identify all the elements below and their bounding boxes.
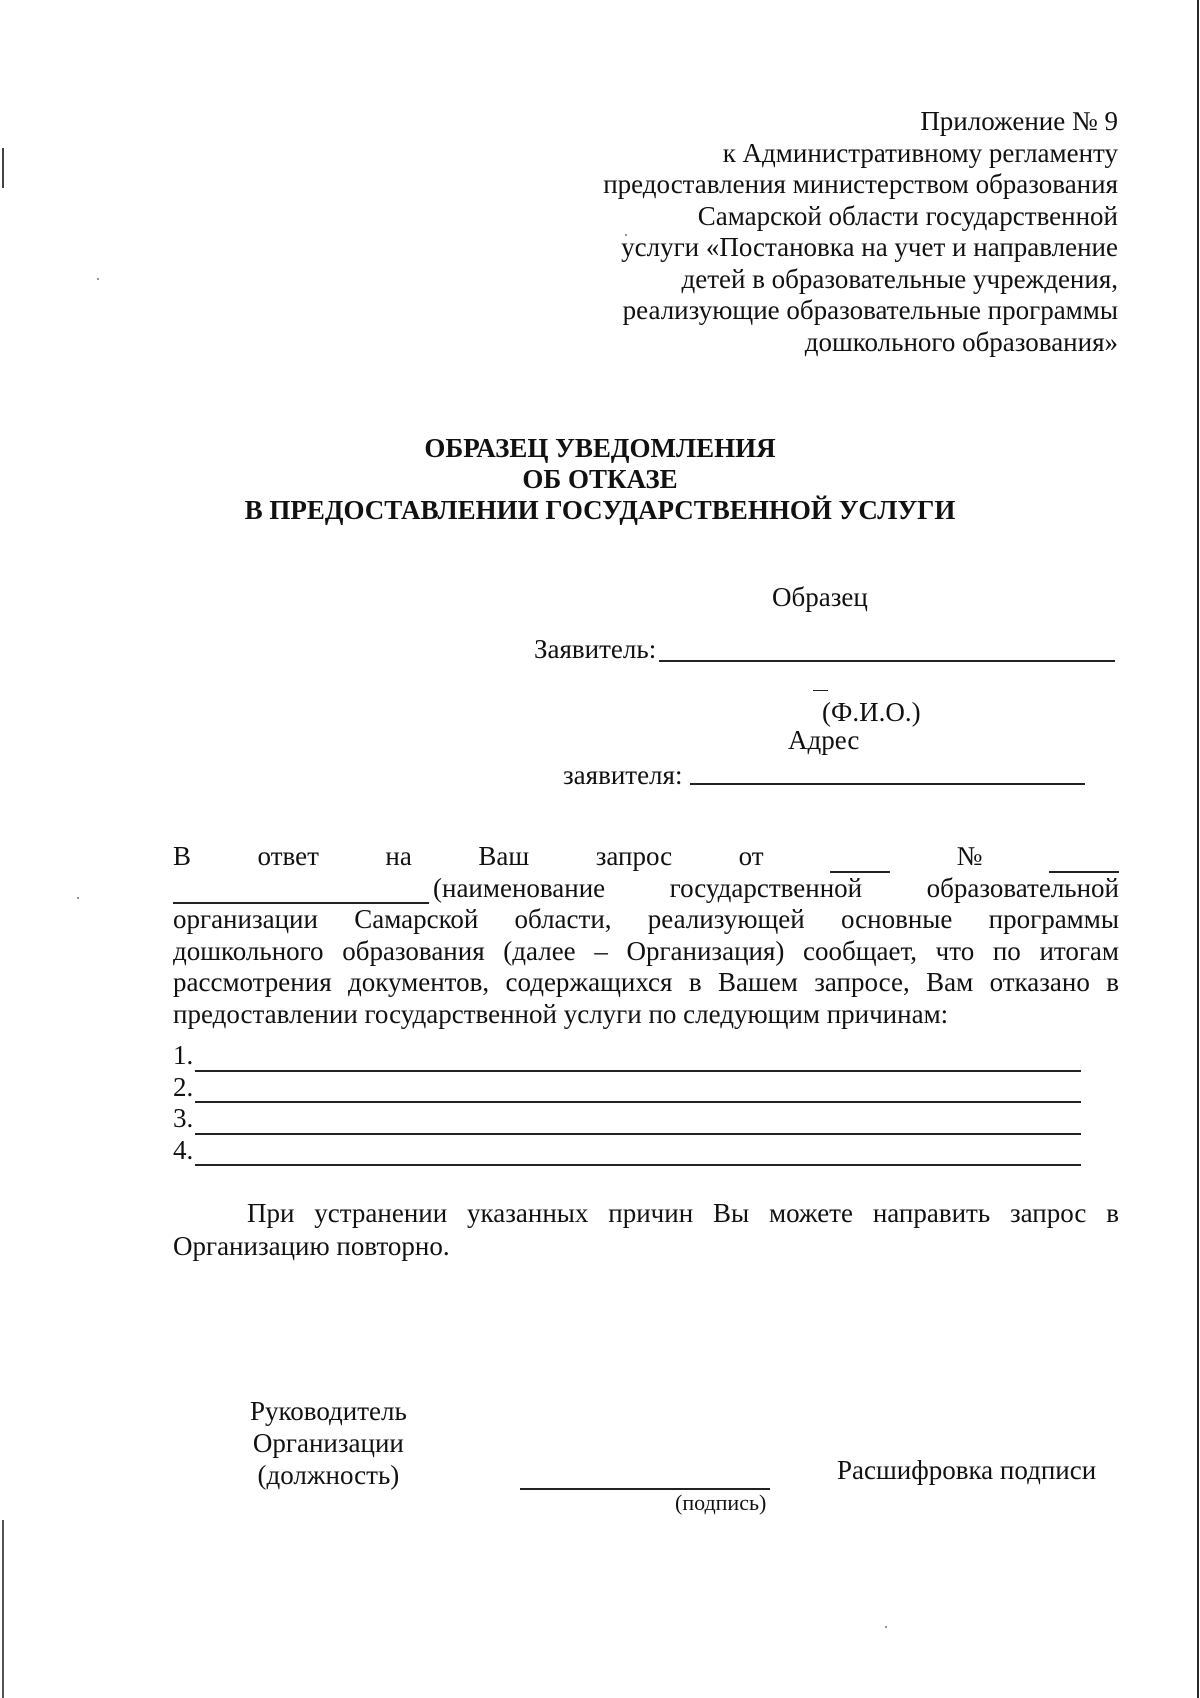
position-line: Руководитель (250, 1396, 407, 1426)
reason-item (173, 1072, 1081, 1104)
reason-field[interactable] (195, 1079, 1081, 1103)
body-line-2 (173, 873, 1119, 905)
reason-number: 3. (173, 1103, 194, 1133)
body-word: Ваш (478, 841, 530, 871)
body-word: от (738, 841, 764, 871)
request-date-field[interactable] (830, 847, 890, 873)
scan-edge-right (1197, 0, 1199, 1698)
body-word: государственной (669, 872, 863, 903)
body-line-5: рассмотрения документов, содержащихся в Вашем запросе, Вам отказано в (173, 967, 1119, 997)
address-label: Адрес (788, 725, 860, 755)
position-line: Организации (252, 1428, 404, 1458)
title-line: ОБРАЗЕЦ УВЕДОМЛЕНИЯ (424, 433, 776, 463)
reason-item (173, 1103, 1081, 1135)
title-line: ОБ ОТКАЗЕ (522, 464, 678, 494)
organization-name-field[interactable] (173, 878, 429, 904)
scan-speck (97, 278, 99, 280)
scan-speck (77, 897, 79, 899)
sample-label: Образец (772, 582, 868, 612)
notice-body (173, 841, 1119, 1030)
appendix-line: услуги «Постановка на учет и направление (621, 232, 1118, 262)
applicant-label: Заявитель: (534, 634, 657, 664)
closing-paragraph (173, 1197, 1119, 1263)
reason-item (173, 1135, 1081, 1167)
applicant-name-field[interactable] (659, 660, 1115, 662)
body-line-6: предоставлении государственной услуги по следующим причинам: (173, 998, 949, 1029)
signer-position (250, 1395, 407, 1491)
request-number-field[interactable] (1049, 847, 1119, 873)
reason-field[interactable] (195, 1048, 1081, 1072)
closing-line-2: Организацию повторно. (173, 1231, 450, 1261)
scan-speck (885, 1626, 887, 1628)
reason-number: 1. (173, 1040, 194, 1070)
body-word: ответ (257, 841, 319, 871)
reasons-list (173, 1040, 1081, 1166)
signature-caption: (подпись) (675, 1490, 767, 1515)
body-word: (наименование (433, 872, 606, 903)
applicant-address-field[interactable] (690, 783, 1085, 785)
body-word: образовательной (926, 872, 1119, 903)
body-word: запрос (595, 841, 673, 871)
body-word: В (173, 841, 192, 871)
reason-item (173, 1040, 1081, 1072)
appendix-line: Самарской области государственной (697, 200, 1118, 231)
reason-field[interactable] (195, 1142, 1081, 1166)
appendix-line: детей в образовательные учреждения, (681, 263, 1118, 294)
appendix-line: к Административному регламенту (722, 137, 1118, 168)
appendix-line: дошкольного образования» (804, 326, 1118, 357)
reason-field[interactable] (195, 1111, 1081, 1135)
signature-decoding: Расшифровка подписи (837, 1455, 1097, 1485)
number-sign: № (956, 841, 983, 871)
reason-number: 2. (173, 1071, 194, 1102)
appendix-line: реализующие образовательные программы (622, 295, 1118, 325)
stray-dash (813, 690, 828, 691)
body-line-1 (173, 841, 1119, 873)
appendix-line: Приложение № 9 (920, 106, 1118, 136)
scan-edge-left-top (2, 148, 4, 188)
address-label-2: заявителя: (563, 760, 683, 790)
body-word: на (385, 841, 412, 871)
reason-number: 4. (173, 1134, 194, 1165)
closing-line-1: При устранении указанных причин Вы можете направить запрос в (247, 1198, 1119, 1228)
body-line-4: дошкольного образования (далее – Организация) сообщает, что по итогам (173, 935, 1119, 966)
title-line: В ПРЕДОСТАВЛЕНИИ ГОСУДАРСТВЕННОЙ УСЛУГИ (244, 495, 956, 525)
body-line-3: организации Самарской области, реализующей основные программы (173, 904, 1119, 934)
document-title (0, 433, 1200, 526)
appendix-header (603, 106, 1118, 358)
position-line: (должность) (257, 1460, 400, 1490)
fio-caption: (Ф.И.О.) (822, 697, 921, 727)
appendix-line: предоставления министерством образования (603, 169, 1118, 199)
scan-edge-left-bottom (2, 1520, 4, 1698)
